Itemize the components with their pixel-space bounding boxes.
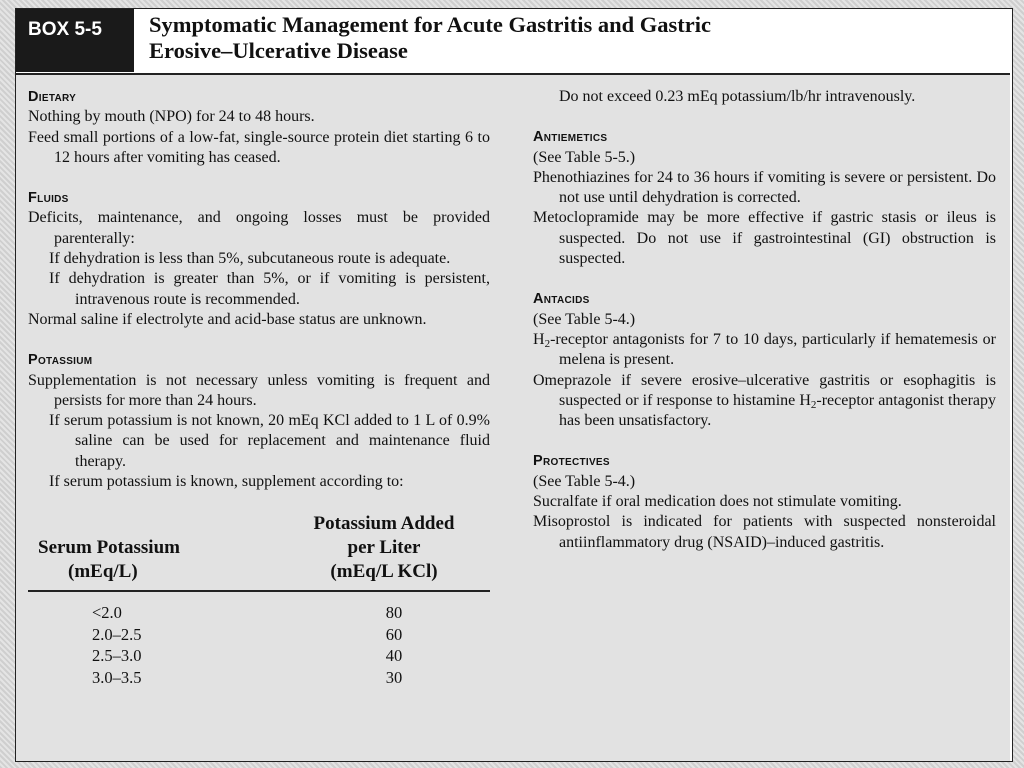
fluids-saline: Normal saline if electrolyte and acid-base status are unknown.	[28, 310, 427, 328]
fluids-intro: Deficits, maintenance, and ongoing losses must be provided parenterally:	[28, 209, 490, 247]
antacids-heading: Antacids	[533, 291, 590, 308]
table-cell-added: 80	[385, 603, 403, 623]
table-cell-serum: 3.0–3.5	[92, 667, 142, 687]
protectives-item: Sucralfate if oral medication does not stimulate vomiting.	[533, 493, 902, 511]
fluids-sub-item: If dehydration is greater than 5%, or if vomiting is persistent, intravenous route is recommended.	[49, 270, 490, 308]
antacids-item1-sub: 2	[544, 337, 551, 350]
potassium-limit: Do not exceed 0.23 mEq potassium/lb/hr intravenously.	[559, 88, 916, 105]
antiemetics-item: Phenothiazines for 24 to 36 hours if vomiting is severe or persistent. Do not use until dehydration is corrected.	[533, 168, 996, 207]
antiemetics-heading: Antiemetics	[533, 129, 608, 146]
antiemetics-item: Metoclopramide may be more effective if gastric stasis or ileus is suspected. Do not use if gastrointestinal (GI) obstruction is suspected.	[533, 209, 996, 268]
antacids-item2-post: -receptor antagonist therapy has been unsatisfactory.	[559, 391, 996, 430]
potassium-table	[28, 506, 490, 688]
box-header	[16, 9, 1012, 72]
table-cell-added: 40	[385, 646, 403, 666]
table-header-serum-line1: Serum Potassium	[38, 537, 180, 559]
table-cell-added: 30	[385, 667, 403, 687]
antacids-item	[533, 330, 996, 371]
potassium-sub-item: If serum potassium is known, supplement according to:	[49, 473, 404, 491]
table-header-added-line1: Potassium Added	[313, 513, 455, 535]
table-header-added-line2: per Liter	[347, 537, 421, 559]
potassium-sub-item: If serum potassium is not known, 20 mEq KCl added to 1 L of 0.9% saline can be used for replacement and maintenance fluid therapy.	[49, 412, 490, 470]
potassium-table-wrap	[28, 506, 490, 688]
protectives-item: Misoprostol is indicated for patients with suspected nonsteroidal antiinflammatory drug (NSAID)–induced gastritis.	[533, 513, 996, 551]
table-header-serum-line2: (mEq/L)	[68, 561, 138, 583]
table-row	[28, 645, 490, 667]
table-row	[28, 591, 490, 624]
table-row	[28, 667, 490, 689]
table-cell-serum: 2.0–2.5	[92, 624, 142, 644]
antacids-item2-pre: Omeprazole if severe erosive–ulcerative gastritis or esophagitis is suspected or if response to histamine H	[533, 371, 996, 409]
box-title-line1: Symptomatic Management for Acute Gastritis and Gastric	[149, 12, 712, 37]
table-row	[28, 624, 490, 646]
dietary-item: Feed small portions of a low-fat, single-source protein diet starting 6 to 12 hours after vomiting has ceased.	[28, 128, 490, 166]
table-header-added-line3: (mEq/L KCl)	[330, 561, 438, 583]
box-frame	[15, 8, 1013, 762]
potassium-heading: Potassium	[28, 352, 93, 369]
table-cell-serum: <2.0	[92, 603, 122, 623]
antacids-item	[533, 371, 996, 432]
antacids-item1-pre: H	[533, 330, 545, 348]
protectives-heading: Protectives	[533, 453, 610, 470]
right-column	[533, 87, 996, 553]
table-cell-added: 60	[385, 624, 403, 644]
fluids-heading: Fluids	[28, 190, 69, 207]
box-content	[16, 73, 1010, 761]
fluids-sub-item: If dehydration is less than 5%, subcutaneous route is adequate.	[49, 250, 451, 268]
protectives-ref: (See Table 5-4.)	[533, 472, 636, 490]
left-column	[28, 87, 490, 688]
box-label: BOX 5-5	[16, 9, 134, 72]
antacids-ref: (See Table 5-4.)	[533, 310, 636, 328]
table-header-serum	[28, 506, 278, 591]
table-header-added	[278, 506, 490, 591]
dietary-heading: Dietary	[28, 89, 77, 105]
box-title-line2: Erosive–Ulcerative Disease	[149, 38, 408, 63]
antacids-item2-sub: 2	[810, 398, 817, 411]
antacids-item1-post: -receptor antagonists for 7 to 10 days, particularly if hematemesis or melena is present.	[550, 330, 996, 369]
antiemetics-ref: (See Table 5-5.)	[533, 148, 636, 166]
dietary-item: Nothing by mouth (NPO) for 24 to 48 hours.	[28, 108, 315, 126]
table-cell-serum: 2.5–3.0	[92, 646, 142, 666]
potassium-intro: Supplementation is not necessary unless vomiting is frequent and persists for more than 24 hours.	[28, 371, 490, 409]
box-title	[149, 12, 999, 64]
